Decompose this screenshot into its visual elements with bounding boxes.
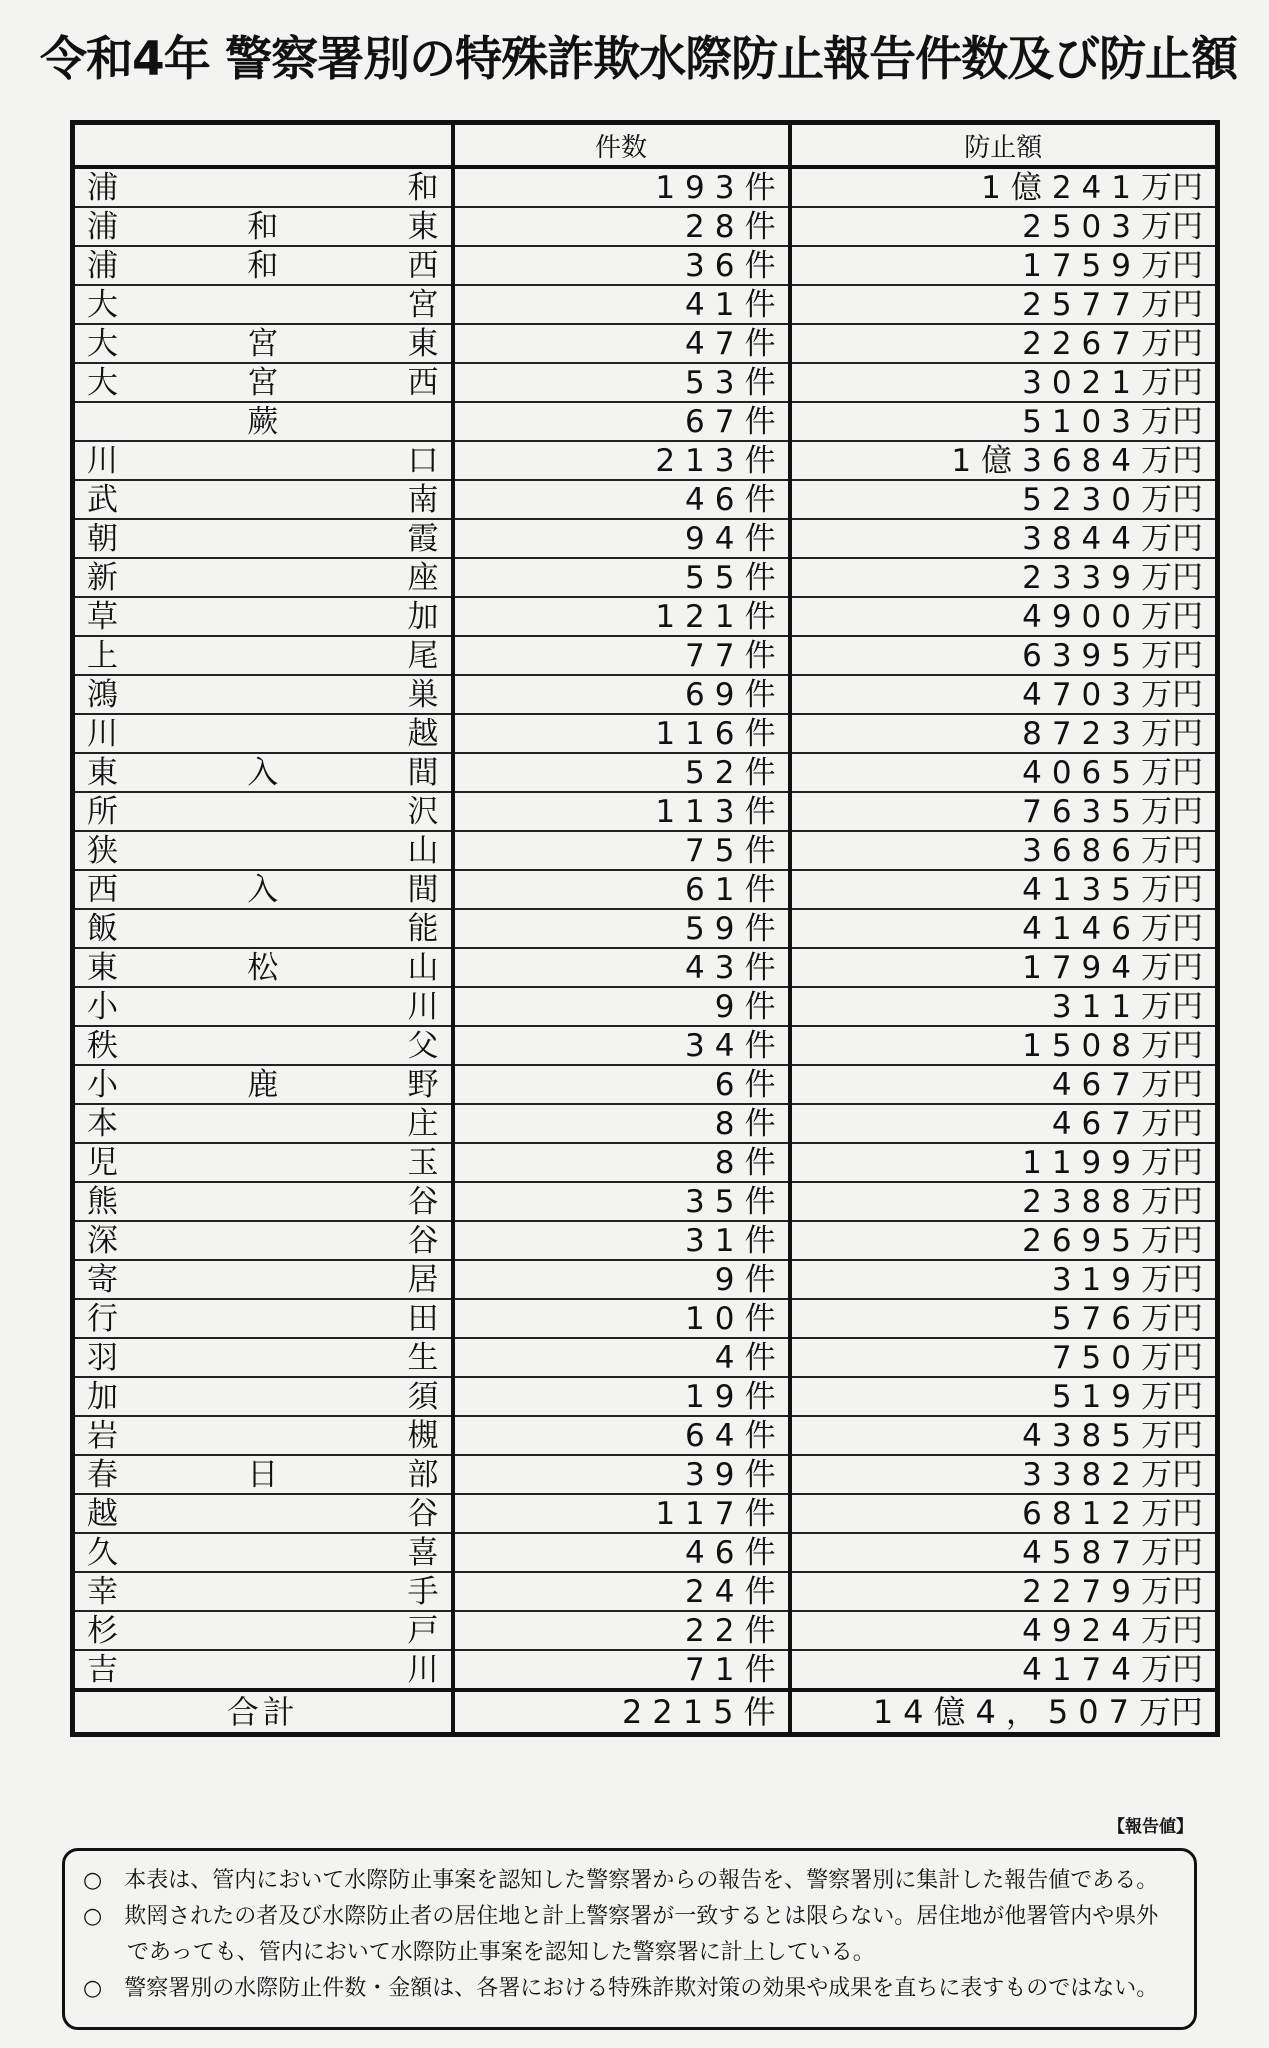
station-name-char: 生 (407, 1339, 439, 1376)
count-cell: 64件 (453, 1416, 790, 1455)
notes-box (62, 1848, 1197, 2030)
amount-cell: 1794万円 (790, 948, 1218, 987)
station-name-char: 谷 (407, 1495, 439, 1532)
header-amount: 防止額 (790, 123, 1218, 168)
count-cell: 46件 (453, 1533, 790, 1572)
count-cell: 10件 (453, 1299, 790, 1338)
station-name-char: 西 (87, 871, 118, 908)
amount-cell: 5103万円 (790, 402, 1218, 441)
station-name-char: 山 (407, 832, 439, 869)
station-name-cell (73, 1455, 453, 1494)
count-cell: 43件 (453, 948, 790, 987)
count-cell: 193件 (453, 167, 790, 207)
amount-cell: 4135万円 (790, 870, 1218, 909)
station-name-char: 口 (407, 442, 439, 479)
count-cell: 116件 (453, 714, 790, 753)
station-name-cell (73, 1299, 453, 1338)
station-name-cell (73, 1143, 453, 1182)
table-row (73, 987, 1218, 1026)
station-name-cell (73, 1065, 453, 1104)
table-row (73, 1416, 1218, 1455)
amount-cell: 4587万円 (790, 1533, 1218, 1572)
station-name-char: 新 (87, 559, 118, 596)
station-name-cell (73, 558, 453, 597)
station-name-char: 川 (87, 715, 118, 752)
station-name-cell (73, 792, 453, 831)
station-name-char: 浦 (87, 247, 118, 284)
station-name-char: 小 (87, 1066, 118, 1103)
table-row (73, 714, 1218, 753)
count-cell: 19件 (453, 1377, 790, 1416)
station-name-char: 行 (87, 1300, 118, 1337)
station-name-cell (73, 1533, 453, 1572)
station-name-char: 浦 (87, 169, 118, 206)
station-name-char: 間 (407, 754, 439, 791)
station-name-cell (73, 1182, 453, 1221)
table-row (73, 1611, 1218, 1650)
amount-cell: 319万円 (790, 1260, 1218, 1299)
note-line-4: ○ 警察署別の水際防止件数・金額は、各署における特殊詐欺対策の効果や成果を直ちに表すものではない。 (83, 1976, 1159, 2001)
count-cell: 4件 (453, 1338, 790, 1377)
station-name-cell (73, 324, 453, 363)
amount-cell: 1199万円 (790, 1143, 1218, 1182)
table-row (73, 1260, 1218, 1299)
station-name-char: 東 (407, 208, 439, 245)
page-title: 令和4年 警察署別の特殊詐欺水際防止報告件数及び防止額 (40, 32, 1238, 87)
table-row (73, 1650, 1218, 1690)
station-name-char: 狭 (87, 832, 118, 869)
station-name-cell (73, 246, 453, 285)
station-name-char: 尾 (407, 637, 439, 674)
amount-cell: 5230万円 (790, 480, 1218, 519)
amount-cell: 4146万円 (790, 909, 1218, 948)
station-name-char: 鴻 (87, 676, 118, 713)
table-row (73, 870, 1218, 909)
station-name-cell (73, 1650, 453, 1690)
header-station (73, 123, 453, 168)
station-name-char: 飯 (87, 910, 118, 947)
table-body (73, 167, 1218, 1690)
count-cell: 8件 (453, 1143, 790, 1182)
amount-cell: 576万円 (790, 1299, 1218, 1338)
station-name-char: 加 (407, 598, 439, 635)
table-row (73, 675, 1218, 714)
amount-cell: 4703万円 (790, 675, 1218, 714)
note-line-2: ○ 欺罔されたの者及び水際防止者の居住地と計上警察署が一致するとは限らない。居住地が他署管内や県外 (83, 1904, 1159, 1929)
amount-cell: 4385万円 (790, 1416, 1218, 1455)
station-name-char: 大 (87, 286, 118, 323)
station-name-cell (73, 402, 453, 441)
station-name-cell (73, 1026, 453, 1065)
station-name-cell (73, 1260, 453, 1299)
count-cell: 55件 (453, 558, 790, 597)
count-cell: 121件 (453, 597, 790, 636)
station-name-char: 武 (87, 481, 118, 518)
table-row (73, 1338, 1218, 1377)
count-cell: 46件 (453, 480, 790, 519)
amount-cell: 2577万円 (790, 285, 1218, 324)
station-name-char: 居 (407, 1261, 439, 1298)
station-name-cell (73, 480, 453, 519)
station-name-char: 東 (87, 949, 118, 986)
station-name-cell (73, 441, 453, 480)
count-cell: 69件 (453, 675, 790, 714)
station-name-cell (73, 1221, 453, 1260)
amount-cell: 1億241万円 (790, 167, 1218, 207)
count-cell: 39件 (453, 1455, 790, 1494)
amount-cell: 311万円 (790, 987, 1218, 1026)
station-name-char: 玉 (407, 1144, 439, 1181)
station-name-cell (73, 1416, 453, 1455)
amount-cell: 467万円 (790, 1104, 1218, 1143)
station-name-char: 庄 (407, 1105, 439, 1142)
table-row (73, 167, 1218, 207)
table-row (73, 519, 1218, 558)
station-name-char: 春 (87, 1456, 118, 1493)
station-name-char: 朝 (87, 520, 118, 557)
total-amount: 14億4，507万円 (790, 1690, 1218, 1735)
station-name-char: 和 (407, 169, 439, 206)
total-row (73, 1690, 1218, 1735)
amount-cell: 2503万円 (790, 207, 1218, 246)
station-name-char: 所 (87, 793, 118, 830)
table-row (73, 1377, 1218, 1416)
table-row (73, 1299, 1218, 1338)
amount-cell: 519万円 (790, 1377, 1218, 1416)
station-name-cell (73, 285, 453, 324)
count-cell: 117件 (453, 1494, 790, 1533)
count-cell: 31件 (453, 1221, 790, 1260)
station-name-char: 大 (87, 364, 118, 401)
station-name-char: 吉 (87, 1651, 118, 1688)
station-name-char: 西 (407, 247, 439, 284)
station-name-cell (73, 675, 453, 714)
amount-cell: 3021万円 (790, 363, 1218, 402)
station-name-cell (73, 909, 453, 948)
header-count: 件数 (453, 123, 790, 168)
amount-cell: 1759万円 (790, 246, 1218, 285)
table-row (73, 441, 1218, 480)
station-name-char: 加 (87, 1378, 118, 1415)
station-name-char: 喜 (407, 1534, 439, 1571)
amount-cell: 3844万円 (790, 519, 1218, 558)
station-name-char: 須 (407, 1378, 439, 1415)
count-cell: 34件 (453, 1026, 790, 1065)
amount-cell: 2339万円 (790, 558, 1218, 597)
station-name-cell (73, 753, 453, 792)
table-row (73, 1065, 1218, 1104)
station-name-char: 松 (247, 949, 279, 986)
count-cell: 213件 (453, 441, 790, 480)
note-line-1: ○ 本表は、管内において水際防止事案を認知した警察署からの報告を、警察署別に集計した報告値である。 (83, 1868, 1159, 1893)
amount-cell: 2695万円 (790, 1221, 1218, 1260)
station-name-char: 部 (407, 1456, 439, 1493)
station-name-char: 座 (407, 559, 439, 596)
station-name-char: 上 (87, 637, 118, 674)
amount-cell: 2388万円 (790, 1182, 1218, 1221)
table-row (73, 1455, 1218, 1494)
station-name-cell (73, 714, 453, 753)
station-name-char: 沢 (407, 793, 439, 830)
table-row (73, 1221, 1218, 1260)
station-name-char: 幸 (87, 1573, 118, 1610)
amount-cell: 6812万円 (790, 1494, 1218, 1533)
count-cell: 71件 (453, 1650, 790, 1690)
station-name-char: 越 (87, 1495, 118, 1532)
station-name-char: 東 (407, 325, 439, 362)
station-name-char: 小 (87, 988, 118, 1025)
station-name-char: 秩 (87, 1027, 118, 1064)
station-name-char: 宮 (407, 286, 439, 323)
station-name-char: 川 (407, 988, 439, 1025)
count-cell: 61件 (453, 870, 790, 909)
table-row (73, 363, 1218, 402)
station-name-char: 宮 (247, 325, 279, 362)
station-name-char: 入 (247, 754, 279, 791)
amount-cell: 4900万円 (790, 597, 1218, 636)
amount-cell: 2279万円 (790, 1572, 1218, 1611)
table-row (73, 597, 1218, 636)
station-name-char: 羽 (87, 1339, 118, 1376)
station-name-char: 入 (247, 871, 279, 908)
station-name-char: 野 (407, 1066, 439, 1103)
station-name-char: 宮 (247, 364, 279, 401)
station-name-char: 槻 (407, 1417, 439, 1454)
count-cell: 67件 (453, 402, 790, 441)
count-cell: 53件 (453, 363, 790, 402)
table-row (73, 324, 1218, 363)
station-name-char: 南 (407, 481, 439, 518)
table-row (73, 948, 1218, 987)
count-cell: 94件 (453, 519, 790, 558)
count-cell: 24件 (453, 1572, 790, 1611)
station-name-char: 本 (87, 1105, 118, 1142)
amount-cell: 6395万円 (790, 636, 1218, 675)
station-name-char: 杉 (87, 1612, 118, 1649)
amount-cell: 4065万円 (790, 753, 1218, 792)
table-row (73, 1143, 1218, 1182)
station-name-char: 浦 (87, 208, 118, 245)
table-row (73, 909, 1218, 948)
amount-cell: 1508万円 (790, 1026, 1218, 1065)
table-row (73, 831, 1218, 870)
amount-cell: 467万円 (790, 1065, 1218, 1104)
station-name-char: 霞 (407, 520, 439, 557)
station-name-char: 久 (87, 1534, 118, 1571)
amount-cell: 750万円 (790, 1338, 1218, 1377)
station-name-char: 日 (247, 1456, 279, 1493)
station-name-cell (73, 948, 453, 987)
station-name-cell (73, 636, 453, 675)
station-name-cell (73, 1377, 453, 1416)
station-name-cell (73, 1611, 453, 1650)
station-name-char: 西 (407, 364, 439, 401)
table-row (73, 1026, 1218, 1065)
station-name-char: 深 (87, 1222, 118, 1259)
station-name-cell (73, 987, 453, 1026)
table-header-row (73, 123, 1218, 168)
station-name-cell (73, 597, 453, 636)
station-name-cell (73, 831, 453, 870)
station-name-char: 巣 (407, 676, 439, 713)
count-cell: 28件 (453, 207, 790, 246)
amount-cell: 4174万円 (790, 1650, 1218, 1690)
station-name-char: 熊 (87, 1183, 118, 1220)
count-cell: 47件 (453, 324, 790, 363)
station-name-char: 能 (407, 910, 439, 947)
count-cell: 9件 (453, 987, 790, 1026)
station-name-char: 手 (407, 1573, 439, 1610)
table-row (73, 207, 1218, 246)
count-cell: 6件 (453, 1065, 790, 1104)
station-name-cell (73, 1104, 453, 1143)
station-name-cell (73, 519, 453, 558)
table-row (73, 402, 1218, 441)
station-name-char: 和 (247, 208, 279, 245)
station-name-char: 山 (407, 949, 439, 986)
count-cell: 9件 (453, 1260, 790, 1299)
station-name-char: 岩 (87, 1417, 118, 1454)
table-row (73, 558, 1218, 597)
table-row (73, 792, 1218, 831)
table-row (73, 1572, 1218, 1611)
table-row (73, 1182, 1218, 1221)
table-row (73, 753, 1218, 792)
table-row (73, 1494, 1218, 1533)
count-cell: 52件 (453, 753, 790, 792)
station-name-cell (73, 870, 453, 909)
amount-cell: 2267万円 (790, 324, 1218, 363)
amount-cell: 3686万円 (790, 831, 1218, 870)
count-cell: 113件 (453, 792, 790, 831)
station-name-char: 間 (407, 871, 439, 908)
table-row (73, 246, 1218, 285)
count-cell: 35件 (453, 1182, 790, 1221)
station-name-char: 東 (87, 754, 118, 791)
table-row (73, 1104, 1218, 1143)
amount-cell: 4924万円 (790, 1611, 1218, 1650)
station-name-cell (73, 1494, 453, 1533)
count-cell: 77件 (453, 636, 790, 675)
station-name-char: 川 (87, 442, 118, 479)
report-value-note: 【報告値】 (1108, 1817, 1193, 1837)
amount-cell: 3382万円 (790, 1455, 1218, 1494)
amount-cell: 7635万円 (790, 792, 1218, 831)
station-name-cell (73, 207, 453, 246)
table-row (73, 1533, 1218, 1572)
prevention-table (70, 120, 1220, 1737)
station-name-char: 谷 (407, 1183, 439, 1220)
station-name-char: 戸 (407, 1612, 439, 1649)
amount-cell: 1億3684万円 (790, 441, 1218, 480)
station-name-char: 和 (247, 247, 279, 284)
station-name-char: 田 (407, 1300, 439, 1337)
station-name-cell (73, 167, 453, 207)
station-name-char: 寄 (87, 1261, 118, 1298)
amount-cell: 8723万円 (790, 714, 1218, 753)
count-cell: 8件 (453, 1104, 790, 1143)
count-cell: 36件 (453, 246, 790, 285)
station-name-char: 大 (87, 325, 118, 362)
table-row (73, 480, 1218, 519)
count-cell: 22件 (453, 1611, 790, 1650)
table-row (73, 285, 1218, 324)
station-name-char: 児 (87, 1144, 118, 1181)
station-name-char: 鹿 (247, 1066, 279, 1103)
station-name-cell (73, 363, 453, 402)
station-name-char: 蕨 (247, 403, 279, 440)
total-label: 合計 (73, 1690, 453, 1735)
station-name-char: 谷 (407, 1222, 439, 1259)
station-name-char: 父 (407, 1027, 439, 1064)
station-name-char: 越 (407, 715, 439, 752)
total-count: 2215件 (453, 1690, 790, 1735)
station-name-cell (73, 1338, 453, 1377)
station-name-char: 草 (87, 598, 118, 635)
count-cell: 41件 (453, 285, 790, 324)
station-name-cell (73, 1572, 453, 1611)
note-line-3: であっても、管内において水際防止事案を認知した警察署に計上している。 (83, 1940, 875, 1965)
station-name-char: 川 (407, 1651, 439, 1688)
count-cell: 75件 (453, 831, 790, 870)
count-cell: 59件 (453, 909, 790, 948)
table-row (73, 636, 1218, 675)
